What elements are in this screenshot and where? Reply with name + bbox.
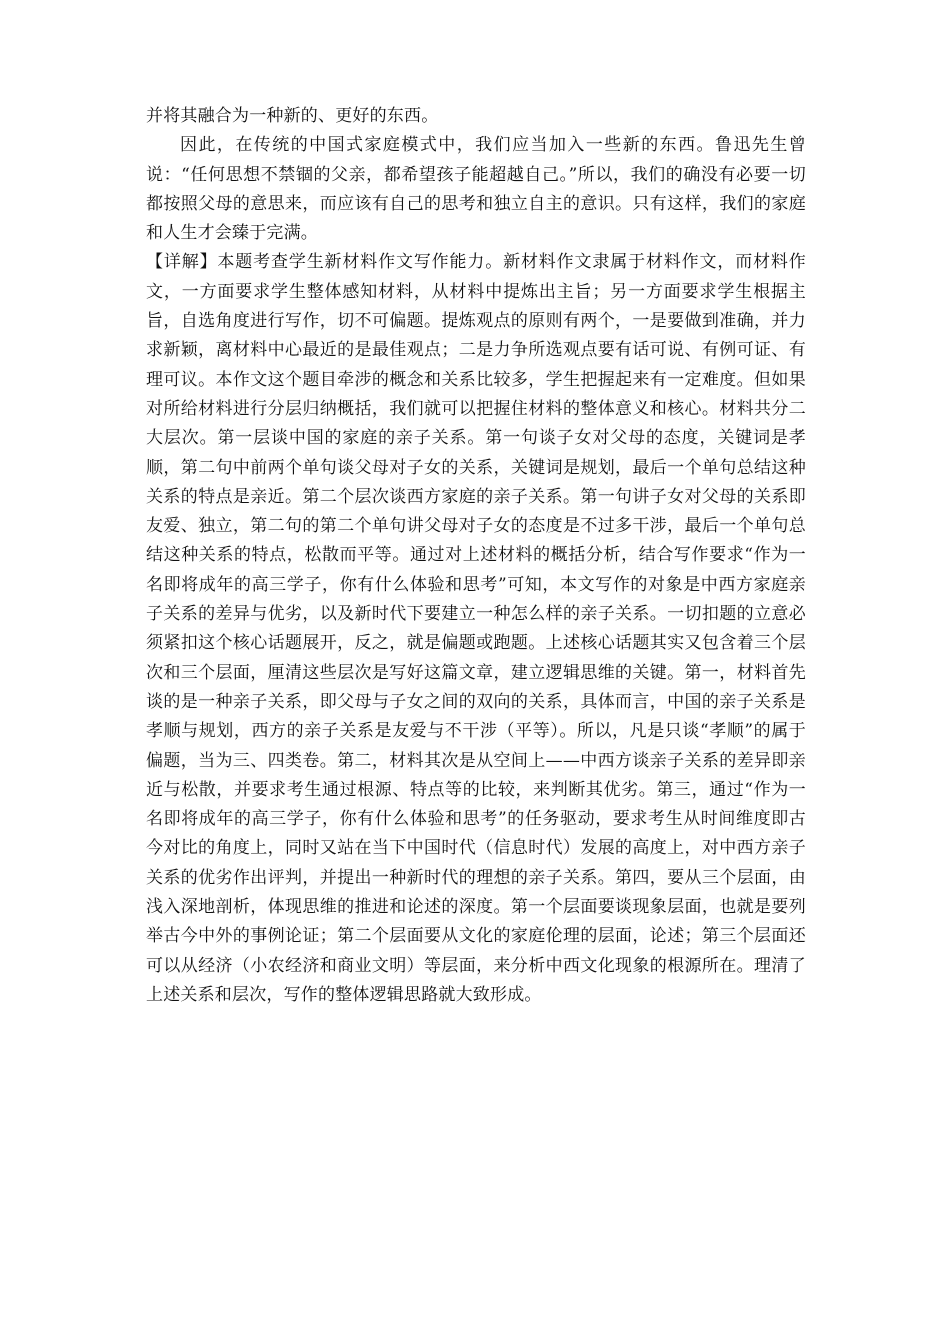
paragraph-conclusion: 因此，在传统的中国式家庭模式中，我们应当加入一些新的东西。鲁迅先生曾说：“任何思想不禁锢的父亲，都希望孩子能超越自己。”所以，我们的确没有必要一切都按照父母的意思来，而应该有自己的思考和独立自主的意识。只有这样，我们的家庭和人生才会臻于完满。 xyxy=(146,135,806,244)
paragraph-detail-explanation xyxy=(146,248,806,1010)
detail-text: 本题考查学生新材料作文写作能力。新材料作文隶属于材料作文，而材料作文，一方面要求学生整体感知材料，从材料中提炼出主旨；另一方面要求学生根据主旨，自选角度进行写作，切不可偏题。提炼观点的原则有两个，一是要做到准确，并力求新颖，离材料中心最近的是最佳观点；二是力争所选观点要有话可说、有例可证、有理可议。本作文这个题目牵涉的概念和关系比较多，学生把握起来有一定难度。但如果对所给材料进行分层归纳概括，我们就可以把握住材料的整体意义和核心。材料共分二大层次。第一层谈中国的家庭的亲子关系。第一句谈子女对父母的态度，关键词是孝顺，第二句中前两个单句谈父母对子女的关系，关键词是规划，最后一个单句总结这种关系的特点是亲近。第二个层次谈西方家庭的亲子关系。第一句讲子女对父母的关系即友爱、独立，第二句的第二个单句讲父母对子女的态度是不过多干涉，最后一个单句总结这种关系的特点，松散而平等。通过对上述材料的概括分析，结合写作要求“作为一名即将成年的高三学子，你有什么体验和思考”可知，本文写作的对象是中西方家庭亲子关系的差异与优劣，以及新时代下要建立一种怎么样的亲子关系。一切扣题的立意必须紧扣这个核心话题展开，反之，就是偏题或跑题。上述核心话题其实又包含着三个层次和三个层面，厘清这些层次是写好这篇文章，建立逻辑思维的关键。第一，材料首先谈的是一种亲子关系，即父母与子女之间的双向的关系，具体而言，中国的亲子关系是孝顺与规划，西方的亲子关系是友爱与不干涉（平等）。所以，凡是只谈“孝顺”的属于偏题，当为三、四类卷。第二，材料其次是从空间上——中西方谈亲子关系的差异即亲近与松散，并要求考生通过根源、特点等的比较，来判断其优劣。第三，通过“作为一名即将成年的高三学子，你有什么体验和思考”的任务驱动，要求考生从时间维度即古今对比的角度上，同时又站在当下中国时代（信息时代）发展的高度上，对中西方亲子关系的优劣作出评判，并提出一种新时代的理想的亲子关系。第四，要从三个层面，由浅入深地剖析，体现思维的推进和论述的深度。第一个层面要谈现象层面，也就是要列举古今中外的事例论证；第二个层面要从文化的家庭伦理的层面，论述；第三个层面还可以从经济（小农经济和商业文明）等层面，来分析中西文化现象的根源所在。理清了上述关系和层次，写作的整体逻辑思路就大致形成。 xyxy=(146,252,806,1005)
paragraph-continuation: 并将其融合为一种新的、更好的东西。 xyxy=(146,106,439,126)
detail-tag: 【详解】 xyxy=(146,252,218,273)
document-page xyxy=(146,102,806,1010)
